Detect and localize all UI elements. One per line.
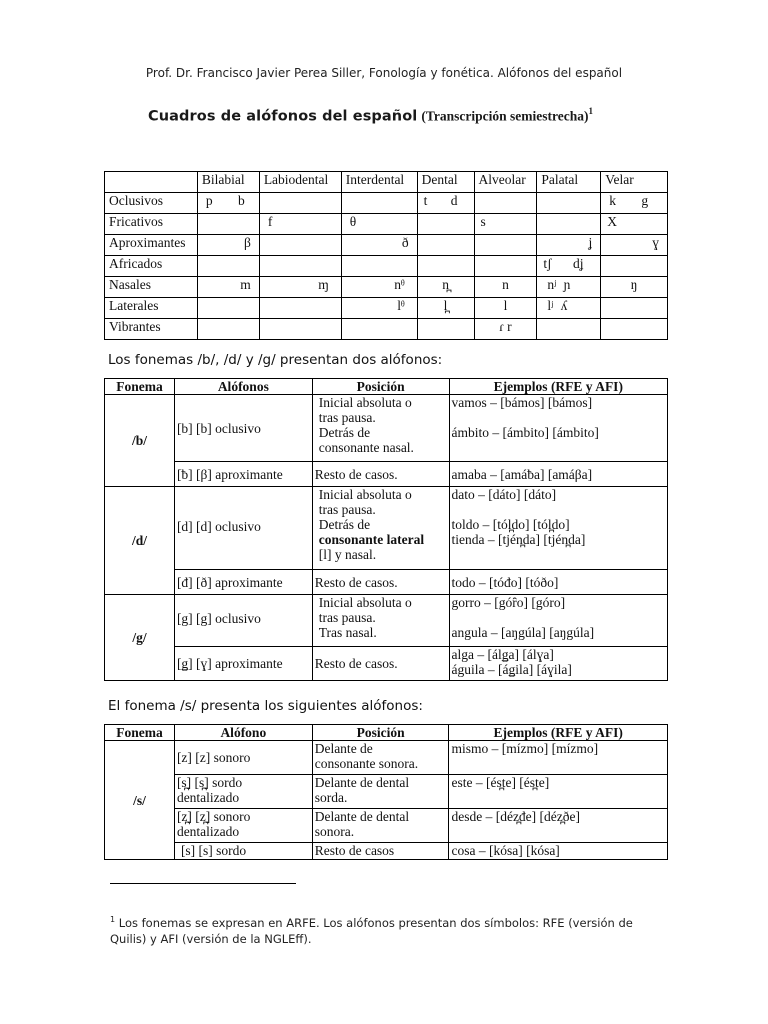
allophone-cell: [b] [b] oclusivo <box>174 395 312 462</box>
phone-cell <box>417 256 474 277</box>
phone-cell <box>259 319 341 340</box>
position-line: consonante nasal. <box>318 440 414 455</box>
phone-cell <box>601 256 668 277</box>
position-cell: Resto de casos. <box>312 462 449 487</box>
position-line: Detrás de <box>318 517 371 532</box>
page-header: Prof. Dr. Francisco Javier Perea Siller, Fonología y fonética. Alófonos del español <box>145 66 623 80</box>
column-header: Posición <box>312 379 449 395</box>
example-line: cosa – [kósa] [kósa] <box>451 843 560 858</box>
position-line: consonante lateral <box>318 532 425 547</box>
column-header: Velar <box>601 172 668 193</box>
position-cell: Resto de casos. <box>312 647 449 681</box>
examples-cell: todo – [tóđo] [tóðo] <box>449 570 668 595</box>
position-cell <box>312 775 449 809</box>
example-spacer <box>452 610 666 625</box>
phone-cell <box>341 256 417 277</box>
position-line: Inicial absoluta o <box>318 395 412 410</box>
example-line: gorro – [góȓo] [góro] <box>451 595 566 610</box>
position-cell <box>312 395 449 462</box>
phone-cell: m <box>197 277 259 298</box>
phone-cell <box>417 319 474 340</box>
phone-cell: t d <box>417 193 474 214</box>
s-allophones-table <box>104 724 668 860</box>
section-heading-s: El fonema /s/ presenta los siguientes alófonos: <box>108 698 423 714</box>
phone-cell: ɱ <box>259 277 341 298</box>
phone-cell: l̪ <box>417 298 474 319</box>
position-line: tras pausa. <box>318 410 376 425</box>
column-header: Fonema <box>105 725 175 741</box>
table-row <box>105 570 668 595</box>
row-header: Vibrantes <box>105 319 198 340</box>
phone-cell: n̪ <box>417 277 474 298</box>
table-row <box>105 809 668 843</box>
examples-cell <box>449 775 668 809</box>
position-line: Detrás de <box>318 425 371 440</box>
chart-row-aproximantes <box>105 235 668 256</box>
phone-cell <box>259 256 341 277</box>
example-line: este – [és̪te] [és̪te] <box>451 775 550 790</box>
consonant-chart-table <box>104 171 668 340</box>
allophone-line: [s̪] [s̪] sordo <box>176 775 243 790</box>
position-cell <box>312 741 449 775</box>
chart-row-laterales <box>105 298 668 319</box>
position-cell <box>312 843 449 860</box>
phoneme-cell: /g/ <box>105 595 175 681</box>
example-line: alga – [álǥa] [álɣa] <box>451 647 554 662</box>
phone-cell <box>417 235 474 256</box>
phone-cell: ŋ <box>601 277 668 298</box>
table-row <box>105 462 668 487</box>
allophone-line: dentalizado <box>176 790 240 805</box>
phone-cell <box>197 214 259 235</box>
examples-cell: amaba – [amáƀa] [amáβa] <box>449 462 668 487</box>
position-line: Inicial absoluta o <box>318 487 412 502</box>
examples-cell <box>449 487 668 570</box>
allophone-line: [z] [z] sonoro <box>176 750 251 765</box>
position-cell <box>312 809 449 843</box>
phone-cell: lʲ ʎ <box>537 298 601 319</box>
position-line: [l] y nasal. <box>318 547 377 562</box>
phone-cell <box>474 235 537 256</box>
position-line: sonora. <box>314 824 355 839</box>
phone-cell: nʲ ɲ <box>537 277 601 298</box>
phone-cell: β <box>197 235 259 256</box>
phone-cell <box>259 235 341 256</box>
column-header: Alveolar <box>474 172 537 193</box>
phone-cell <box>417 214 474 235</box>
chart-row-vibrantes <box>105 319 668 340</box>
allophone-cell <box>174 843 312 860</box>
phoneme-cell: /s/ <box>105 741 175 860</box>
examples-cell <box>449 843 668 860</box>
column-header: Bilabial <box>197 172 259 193</box>
column-header: Labiodental <box>259 172 341 193</box>
row-header: Fricativos <box>105 214 198 235</box>
examples-cell <box>449 395 668 462</box>
bdg-allophones-table <box>104 378 668 681</box>
examples-cell <box>449 741 668 775</box>
chart-header-row <box>105 172 668 193</box>
examples-cell <box>449 647 668 681</box>
example-line: vamos – [bámos] [bámos] <box>451 395 593 410</box>
table-row <box>105 647 668 681</box>
position-line: Delante de dental <box>314 809 410 824</box>
column-header: Ejemplos (RFE y AFI) <box>449 725 668 741</box>
phoneme-cell: /b/ <box>105 395 175 487</box>
examples-cell <box>449 809 668 843</box>
example-line: desde – [déz̪đe] [déz̪ðe] <box>451 809 581 824</box>
example-line: tienda – [tjén̪da] [tjén̪da] <box>451 532 586 547</box>
position-cell: Resto de casos. <box>312 570 449 595</box>
phone-cell <box>537 319 601 340</box>
allophone-line: [s] [s] sordo <box>180 843 247 858</box>
phone-cell: θ <box>341 214 417 235</box>
position-line: Delante de <box>314 741 373 756</box>
phone-cell <box>474 193 537 214</box>
table-row <box>105 595 668 647</box>
phone-cell: s <box>474 214 537 235</box>
allophone-cell: [ǥ] [ɣ] aproximante <box>174 647 312 681</box>
chart-row-fricativos <box>105 214 668 235</box>
table-row <box>105 775 668 809</box>
footnote-separator <box>110 883 296 884</box>
table-header-row <box>105 725 668 741</box>
example-line: águila – [áǥila] [áɣila] <box>451 662 572 677</box>
chart-row-oclusivos <box>105 193 668 214</box>
allophone-cell: [ƀ] [β] aproximante <box>174 462 312 487</box>
allophone-cell: [đ] [ð] aproximante <box>174 570 312 595</box>
phone-cell <box>601 298 668 319</box>
row-header: Oclusivos <box>105 193 198 214</box>
phone-cell <box>197 256 259 277</box>
chart-corner-cell <box>105 172 198 193</box>
phone-cell <box>537 193 601 214</box>
phone-cell <box>197 319 259 340</box>
phone-cell <box>259 298 341 319</box>
chart-row-africados <box>105 256 668 277</box>
row-header: Aproximantes <box>105 235 198 256</box>
example-line: toldo – [tól̪do] [tól̪do] <box>451 517 570 532</box>
row-header: Laterales <box>105 298 198 319</box>
table-row <box>105 395 668 462</box>
column-header: Interdental <box>341 172 417 193</box>
phone-cell: l <box>474 298 537 319</box>
phone-cell <box>197 298 259 319</box>
allophone-line: dentalizado <box>176 824 240 839</box>
column-header: Fonema <box>105 379 175 395</box>
position-line: sorda. <box>314 790 348 805</box>
column-header: Palatal <box>537 172 601 193</box>
phone-cell: k g <box>601 193 668 214</box>
examples-cell <box>449 595 668 647</box>
phone-cell <box>537 214 601 235</box>
example-line: angula – [aŋgúla] [aŋgúla] <box>451 625 595 640</box>
position-cell <box>312 595 449 647</box>
example-spacer <box>452 410 666 425</box>
example-line: ámbito – [ámbito] [ámbito] <box>451 425 599 440</box>
allophone-line: [z̪] [z̪] sonoro <box>176 809 251 824</box>
column-header: Posición <box>312 725 449 741</box>
example-line: dato – [dáto] [dáto] <box>451 487 557 502</box>
chart-row-nasales <box>105 277 668 298</box>
example-spacer <box>452 502 666 517</box>
phone-cell <box>341 193 417 214</box>
allophone-cell <box>174 741 312 775</box>
phone-cell: X <box>601 214 668 235</box>
phone-cell: nᶿ <box>341 277 417 298</box>
position-line: tras pausa. <box>318 610 376 625</box>
phone-cell: ð <box>341 235 417 256</box>
allophone-cell <box>174 809 312 843</box>
table-row <box>105 843 668 860</box>
phone-cell <box>474 256 537 277</box>
phone-cell: p b <box>197 193 259 214</box>
footnote-text: Los fonemas se expresan en ARFE. Los alófonos presentan dos símbolos: RFE (versión de Quilis) y AFI (versión de la NGLEff). <box>110 915 633 946</box>
phone-cell: f <box>259 214 341 235</box>
phoneme-cell: /d/ <box>105 487 175 595</box>
phone-cell: ɾ r <box>474 319 537 340</box>
position-line: Inicial absoluta o <box>318 595 412 610</box>
section-heading-bdg: Los fonemas /b/, /d/ y /g/ presentan dos alófonos: <box>108 352 443 368</box>
allophone-cell <box>174 775 312 809</box>
position-line: Tras nasal. <box>318 625 377 640</box>
column-header: Alófonos <box>174 379 312 395</box>
phone-cell: tʃ dʝ <box>537 256 601 277</box>
phone-cell: ʝ <box>537 235 601 256</box>
footnote-mark: 1 <box>110 915 116 924</box>
phone-cell <box>601 319 668 340</box>
footnote <box>110 912 650 947</box>
table-row <box>105 487 668 570</box>
phone-cell: ɣ <box>601 235 668 256</box>
allophone-cell: [d] [d] oclusivo <box>174 487 312 570</box>
column-header: Ejemplos (RFE y AFI) <box>449 379 668 395</box>
phone-cell <box>341 319 417 340</box>
table-row <box>105 741 668 775</box>
phone-cell: lᶿ <box>341 298 417 319</box>
example-line: mismo – [mízmo] [mízmo] <box>451 741 599 756</box>
table-header-row <box>105 379 668 395</box>
position-line: Resto de casos <box>314 843 395 858</box>
document-title: Cuadros de alófonos del español (Transcripción semiestrecha)$^1$ <box>148 106 593 125</box>
position-line: Delante de dental <box>314 775 410 790</box>
row-header: Africados <box>105 256 198 277</box>
column-header: Dental <box>417 172 474 193</box>
row-header: Nasales <box>105 277 198 298</box>
position-cell <box>312 487 449 570</box>
position-line: consonante sonora. <box>314 756 419 771</box>
phone-cell: n <box>474 277 537 298</box>
position-line: tras pausa. <box>318 502 376 517</box>
column-header: Alófono <box>174 725 312 741</box>
allophone-cell: [g] [g] oclusivo <box>174 595 312 647</box>
phone-cell <box>259 193 341 214</box>
